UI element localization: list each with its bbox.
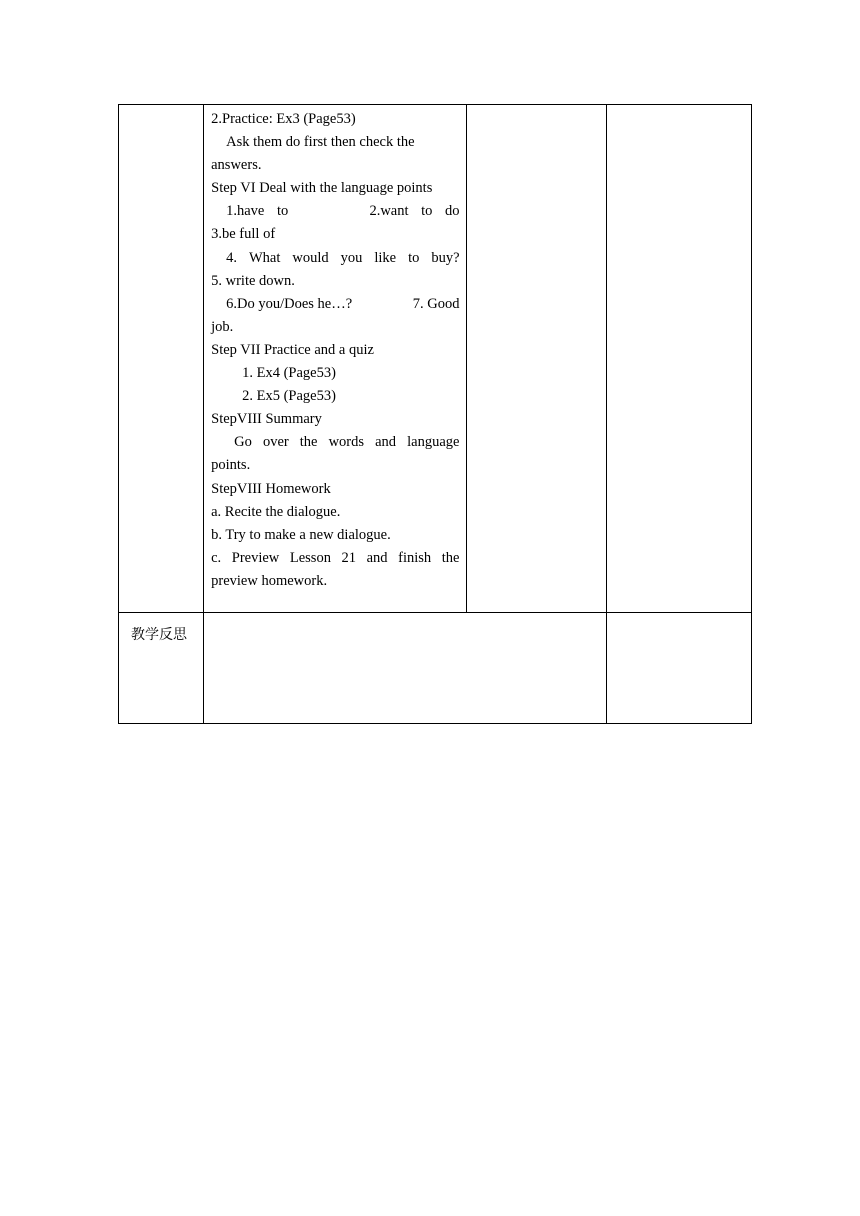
point-write-down: 5. write down. <box>211 272 295 289</box>
quiz-ex5-line: 2. Ex5 (Page53) <box>242 388 336 405</box>
word: to <box>408 249 420 266</box>
point-do-you: 6.Do you/Does he…? <box>226 295 353 312</box>
student-activity-cell-empty <box>466 105 606 613</box>
reflection-label-cell <box>119 613 204 724</box>
point-want-to-do: 2.want to do <box>369 203 460 220</box>
homework-b: b. Try to make a new dialogue. <box>211 526 391 543</box>
word: buy? <box>431 249 460 266</box>
reflection-notes-cell-empty <box>606 613 751 724</box>
word: and <box>375 434 397 451</box>
procedure-text <box>204 105 465 593</box>
word: Go <box>234 434 252 451</box>
point-good-job: 7. Good <box>412 295 460 312</box>
instruction-line: Ask them do first then check the <box>226 134 415 151</box>
homework-a: a. Recite the dialogue. <box>211 503 341 520</box>
word: the <box>441 549 460 566</box>
lesson-plan-table <box>118 104 752 724</box>
procedure-cell <box>204 105 466 613</box>
point-have-to: 1.have to <box>226 203 289 220</box>
quiz-ex4-line: 1. Ex4 (Page53) <box>242 365 336 382</box>
word: 4. <box>226 249 237 266</box>
language-points-line-1 <box>211 200 459 223</box>
language-points-line-4 <box>211 247 459 270</box>
word: language <box>407 434 460 451</box>
reflection-content-cell-empty <box>204 613 607 724</box>
step-vii-heading: Step VII Practice and a quiz <box>211 341 374 358</box>
word: over <box>262 434 289 451</box>
summary-line <box>211 431 459 454</box>
label-cell-empty <box>119 105 204 613</box>
word: 21 <box>341 549 357 566</box>
word: like <box>374 249 397 266</box>
homework-c-cont: preview homework. <box>211 572 328 589</box>
summary-line-cont: points. <box>211 457 251 474</box>
instruction-line-cont: answers. <box>211 157 262 174</box>
word: the <box>299 434 318 451</box>
word: Preview <box>231 549 280 566</box>
word: and <box>366 549 388 566</box>
procedure-row <box>119 105 752 613</box>
word: finish <box>398 549 432 566</box>
word: would <box>292 249 329 266</box>
word: c. <box>211 549 222 566</box>
language-points-line-6 <box>211 293 459 316</box>
notes-cell-empty <box>606 105 751 613</box>
word: you <box>340 249 363 266</box>
step-viii-homework-heading: StepVIII Homework <box>211 480 331 497</box>
step-viii-summary-heading: StepVIII Summary <box>211 411 322 428</box>
step-vi-heading: Step VI Deal with the language points <box>211 180 433 197</box>
reflection-row <box>119 613 752 724</box>
homework-c <box>211 547 459 570</box>
practice-ex3-line: 2.Practice: Ex3 (Page53) <box>211 111 356 127</box>
word: words <box>328 434 365 451</box>
reflection-label: 教学反思 <box>131 627 187 643</box>
point-good-job-cont: job. <box>211 318 234 335</box>
word: Lesson <box>289 549 331 566</box>
point-be-full-of: 3.be full of <box>211 226 276 243</box>
word: What <box>248 249 281 266</box>
